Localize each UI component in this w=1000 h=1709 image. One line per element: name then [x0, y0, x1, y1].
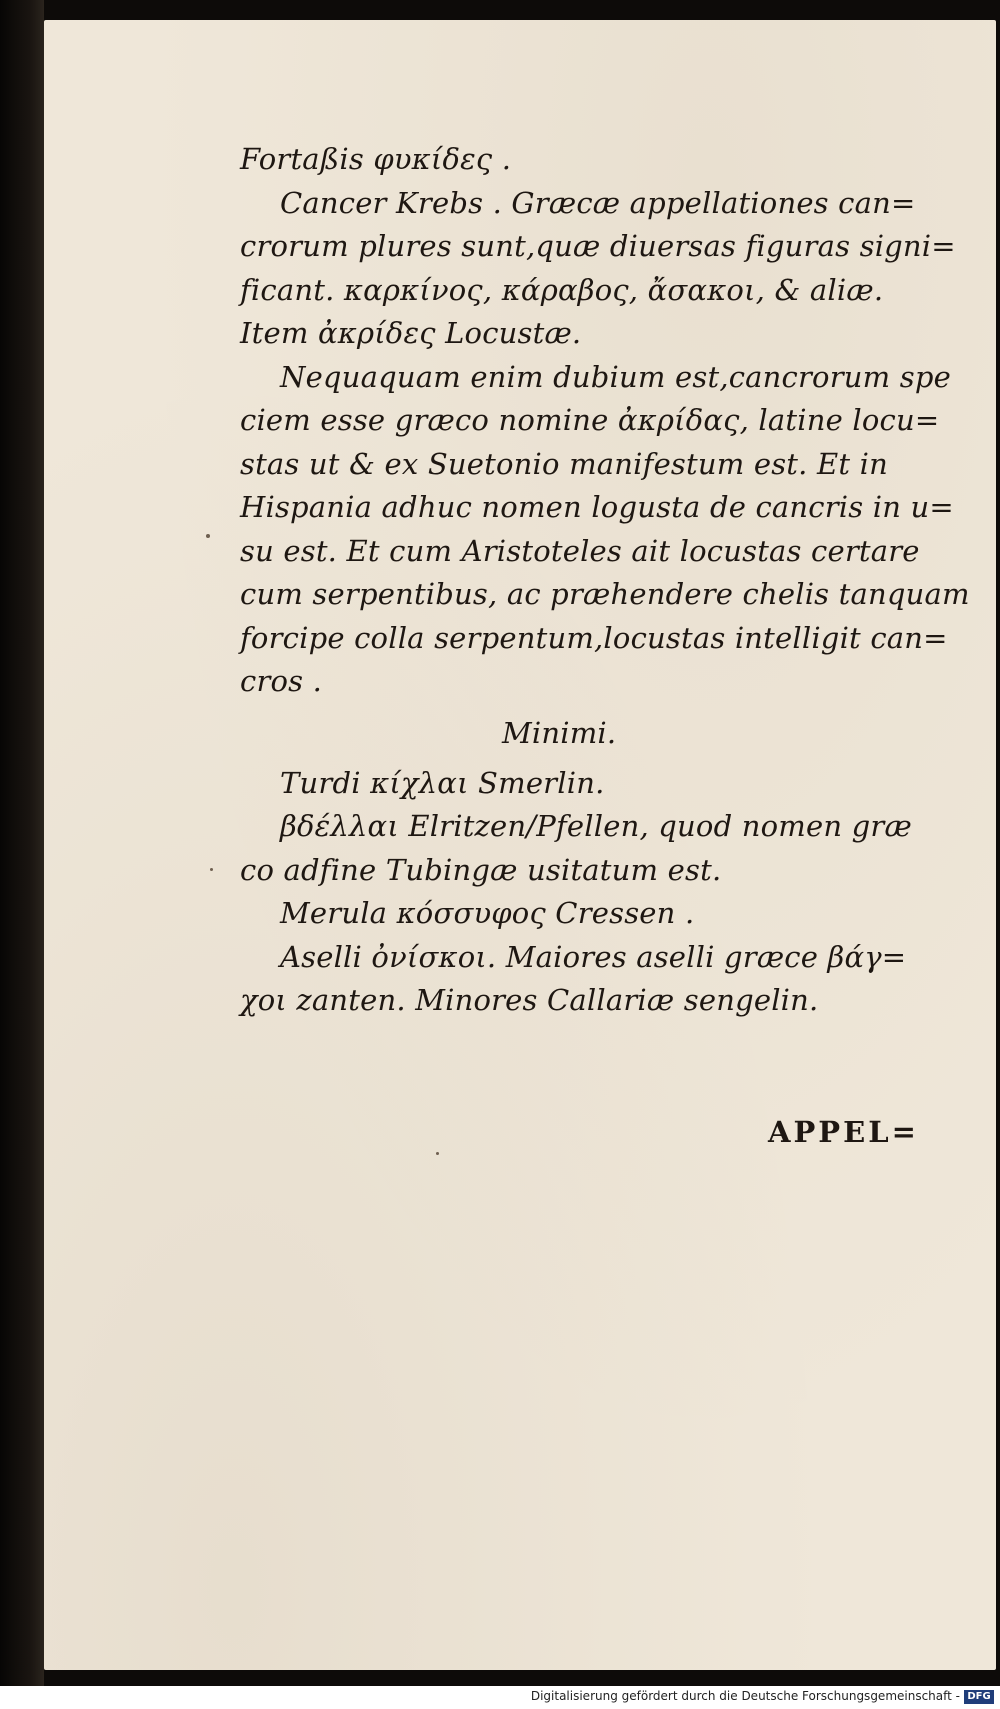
text-line: Hispania adhuc nomen logusta de cancris in u=: [240, 490, 954, 524]
ink-speck: [436, 1152, 439, 1155]
text-line: co adfine Tubingæ usitatum est.: [240, 852, 722, 887]
text-line: βδέλλαι Elritzen/Pfellen, quod nomen græ: [280, 809, 912, 843]
text-line: su est. Et cum Aristoteles ait locustas certare: [240, 533, 920, 568]
text-line: Turdi κίχλαι Smerlin.: [280, 765, 605, 800]
text-line: Cancer Krebs . Græcæ appellationes can=: [280, 185, 916, 220]
text-line: cros .: [240, 664, 323, 698]
ink-speck: [210, 868, 213, 871]
text-line: Item ἀκρίδες Locustæ.: [240, 316, 582, 350]
text-line: cum serpentibus, ac præhendere chelis tanquam: [240, 577, 970, 611]
text-line: χοι zanten. Minores Callariæ sengelin.: [240, 983, 819, 1017]
book-binding-edge: [0, 0, 44, 1709]
text-line: Fortaßis φυκίδες .: [240, 142, 512, 176]
text-line: crorum plures sunt,quæ diuersas figuras signi=: [240, 229, 956, 263]
text-line: ciem esse græco nomine ἀκρίδας, latine locu=: [240, 403, 940, 437]
text-line: forcipe colla serpentum,locustas intelligit can=: [240, 620, 948, 655]
text-line: ficant. καρκίνος, κάραβος, ἄσακοι, & aliæ.: [240, 272, 884, 307]
catchword: APPEL=: [768, 1115, 919, 1149]
text-line: Merula κόσσυφος Cressen .: [280, 896, 695, 930]
text-line: Nequaquam enim dubium est,cancrorum spe: [280, 359, 951, 394]
ink-speck: [206, 534, 210, 538]
text-line: stas ut & ex Suetonio manifestum est. Et in: [240, 446, 888, 481]
text-line: Aselli ὀνίσκοι. Maiores aselli græce βάγ=: [280, 939, 907, 974]
page-body-text: [240, 138, 970, 1023]
section-heading: Minimi.: [502, 715, 617, 750]
footer-credit: Digitalisierung gefördert durch die Deutsche Forschungsgemeinschaft -: [530, 1689, 960, 1703]
dfg-logo: DFG: [964, 1690, 994, 1704]
footer-bar: [0, 1686, 1000, 1709]
